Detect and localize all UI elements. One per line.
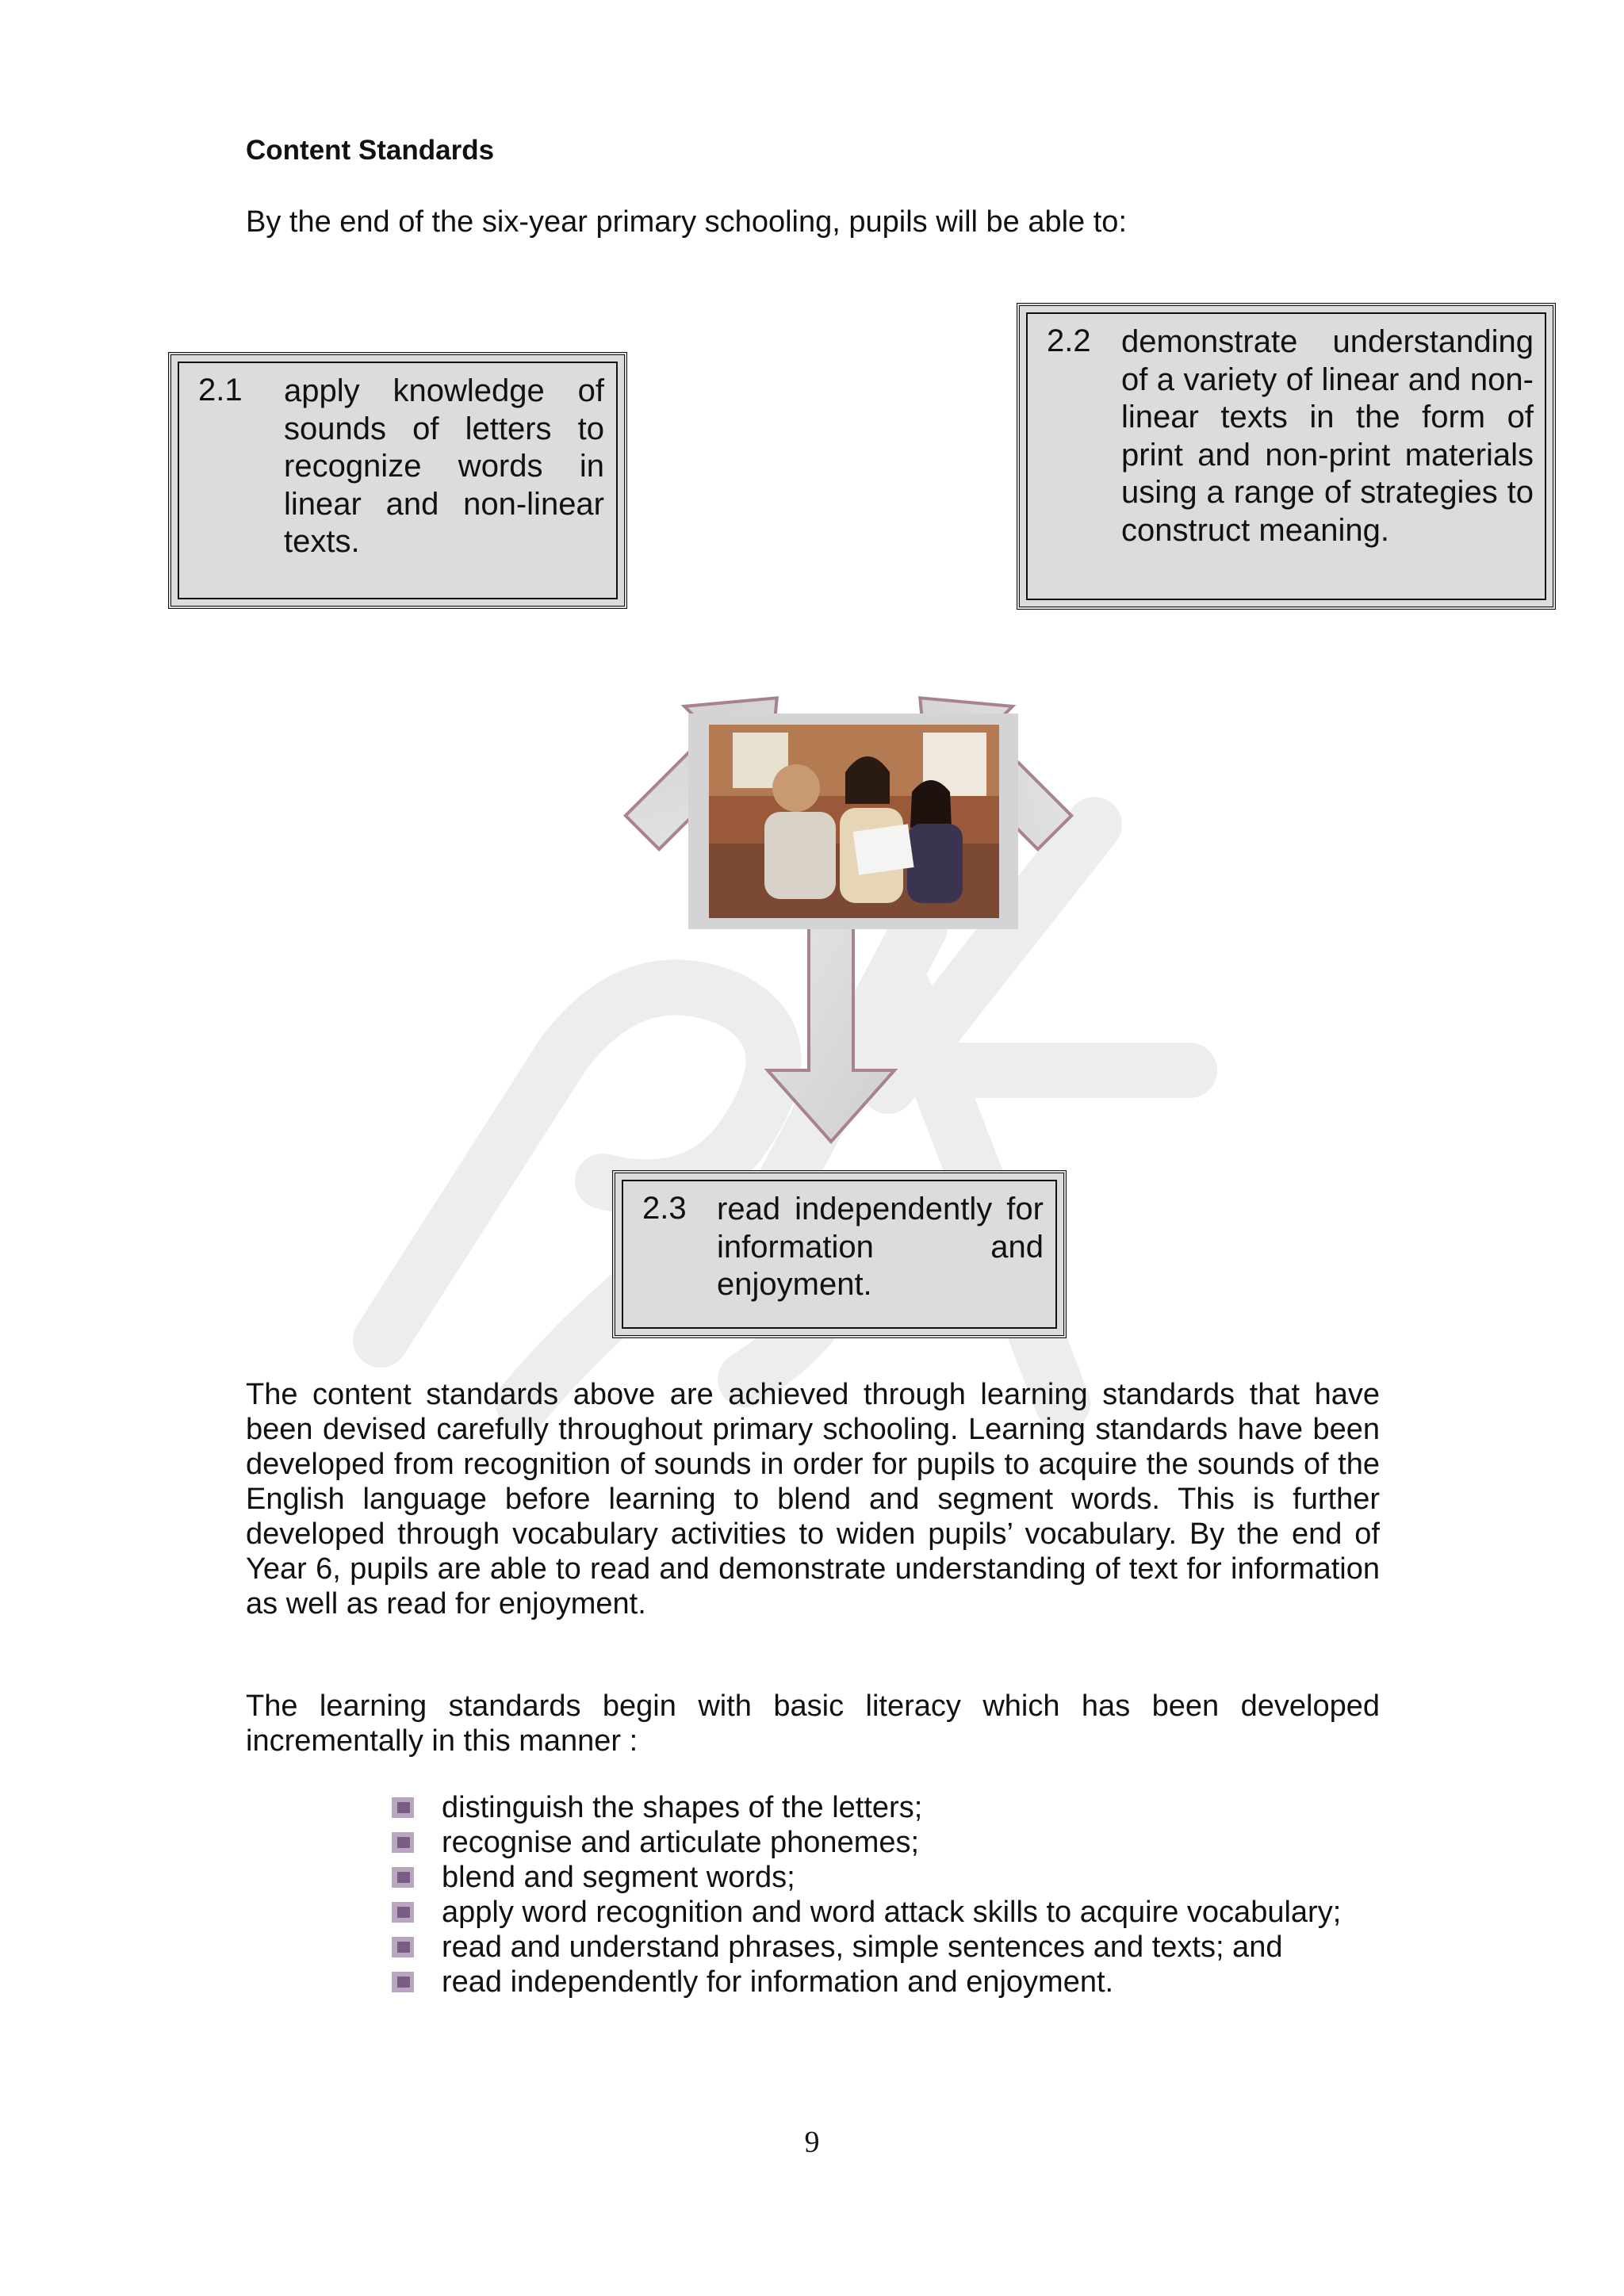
list-item [390, 1895, 1341, 1930]
standard-box-2-3 [612, 1170, 1067, 1338]
photo-frame [688, 714, 1018, 929]
square-bullet-icon [390, 1866, 416, 1889]
body-paragraph: The content standards above are achieved through learning standards that have been devised carefully throughout primary schooling. Learning standards have been developed from recognition of sounds in order for pupils to acquire the sounds of the English language before learning to blend and segment words. This is further developed through vocabulary activities to widen pupils’ vocabulary. By the end of Year 6, pupils are able to read and demonstrate understanding of text for information as well as read for enjoyment. [246, 1378, 1380, 1621]
list-item [390, 1860, 1341, 1895]
list-item [390, 1825, 1341, 1860]
body-paragraph: The learning standards begin with basic literacy which has been developed incrementally in this manner : [246, 1689, 1380, 1758]
list-item [390, 1930, 1341, 1965]
standard-number: 2.2 [1047, 323, 1091, 358]
standard-text: apply knowledge of sounds of letters to recognize words in linear and non-linear texts. [284, 373, 604, 559]
square-bullet-icon [390, 1831, 416, 1854]
list-item-text: apply word recognition and word attack skills to acquire vocabulary; [442, 1896, 1342, 1929]
list-item [390, 1965, 1341, 1999]
standard-box-2-1 [168, 352, 627, 609]
square-bullet-icon [390, 1935, 416, 1959]
standard-text: demonstrate understanding of a variety of linear and non-linear texts in the form of print and non-print materials using a range of strategies to construct meaning. [1121, 324, 1534, 548]
list-item-text: read independently for information and enjoyment. [442, 1965, 1114, 1999]
intro-text: By the end of the six-year primary schooling, pupils will be able to: [246, 205, 1127, 239]
literacy-steps-list [390, 1790, 1341, 1999]
content-standards-heading: Content Standards [246, 135, 495, 166]
standard-box-2-2 [1017, 303, 1556, 610]
page-number: 9 [804, 2126, 820, 2159]
list-item-text: read and understand phrases, simple sentences and texts; and [442, 1931, 1283, 1964]
standard-text: read independently for information and enjoyment. [717, 1192, 1044, 1302]
square-bullet-icon [390, 1900, 416, 1924]
family-reading-photo [709, 725, 999, 918]
square-bullet-icon [390, 1970, 416, 1994]
arrow-down-icon [768, 928, 894, 1142]
list-item-text: blend and segment words; [442, 1861, 795, 1894]
list-item [390, 1790, 1341, 1825]
square-bullet-icon [390, 1796, 416, 1820]
list-item-text: distinguish the shapes of the letters; [442, 1791, 923, 1824]
list-item-text: recognise and articulate phonemes; [442, 1826, 920, 1859]
standard-number: 2.1 [198, 373, 243, 408]
standard-number: 2.3 [642, 1191, 687, 1226]
